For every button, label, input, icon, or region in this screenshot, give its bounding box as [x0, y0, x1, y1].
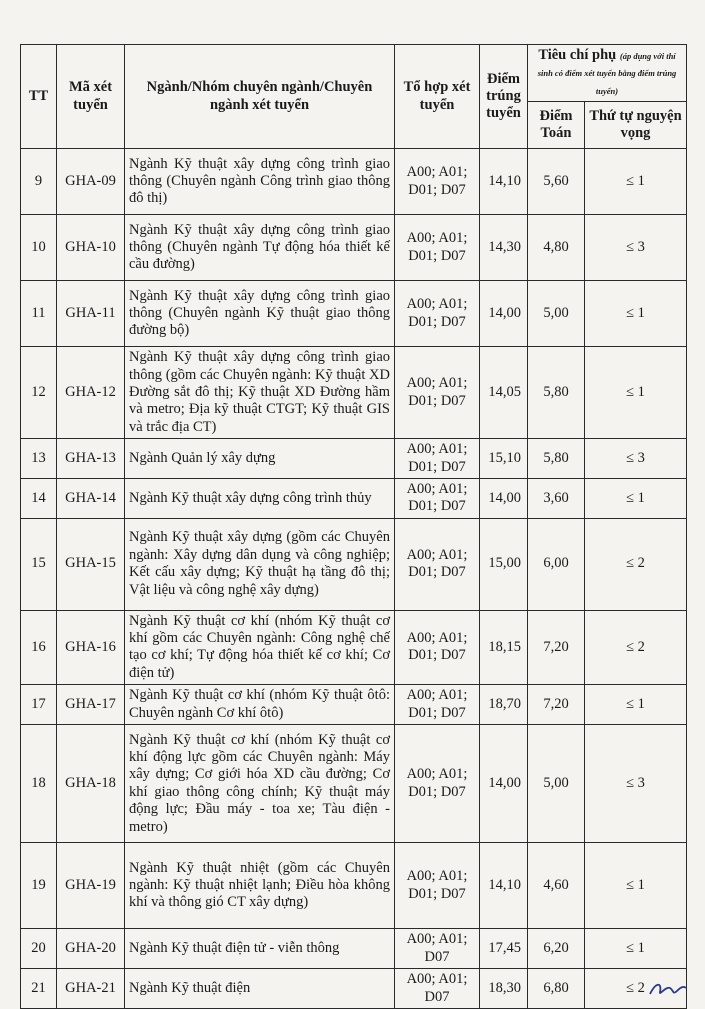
table-row — [21, 215, 687, 281]
cell-thu-tu: ≤ 1 — [585, 478, 687, 518]
cell-diem: 14,05 — [480, 347, 528, 439]
cell-ma: GHA-09 — [57, 149, 125, 215]
cell-tt: 12 — [21, 347, 57, 439]
cell-diem: 18,15 — [480, 610, 528, 685]
cell-diem-toan: 5,80 — [528, 439, 585, 479]
cell-thu-tu: ≤ 1 — [585, 149, 687, 215]
cell-thu-tu: ≤ 2 — [585, 518, 687, 610]
cell-tohop: A00; A01; D01; D07 — [395, 439, 480, 479]
cell-diem-toan: 5,00 — [528, 725, 585, 843]
cell-diem-toan: 5,80 — [528, 347, 585, 439]
cell-diem-toan: 6,20 — [528, 929, 585, 969]
cell-nganh: Ngành Kỹ thuật cơ khí (nhóm Kỹ thuật cơ khí động lực gồm các Chuyên ngành: Máy xây dựng; Cơ giới hóa XD cầu đường; Cơ khí giao thông công chính; Kỹ thuật máy động lực; Đầu máy - toa xe; Tàu điện - metro) — [125, 725, 395, 843]
cell-tohop: A00; A01; D01; D07 — [395, 685, 480, 725]
cell-thu-tu: ≤ 1 — [585, 347, 687, 439]
cell-thu-tu: ≤ 1 — [585, 685, 687, 725]
cell-nganh: Ngành Kỹ thuật xây dựng công trình thủy — [125, 478, 395, 518]
cell-ma: GHA-19 — [57, 843, 125, 929]
cell-tt: 13 — [21, 439, 57, 479]
cell-diem-toan: 7,20 — [528, 610, 585, 685]
cell-diem-toan: 4,80 — [528, 215, 585, 281]
cell-diem: 18,70 — [480, 685, 528, 725]
cell-diem-toan: 6,80 — [528, 969, 585, 1009]
table-row — [21, 518, 687, 610]
cell-tt: 11 — [21, 281, 57, 347]
cell-tt: 9 — [21, 149, 57, 215]
cell-tt: 14 — [21, 478, 57, 518]
cell-nganh: Ngành Kỹ thuật xây dựng (gồm các Chuyên ngành: Xây dựng dân dụng và công nghiệp; Kết cấu xây dựng; Kỹ thuật hạ tầng đô thị; Vật liệu và công nghệ xây dựng) — [125, 518, 395, 610]
table-row — [21, 149, 687, 215]
table-row — [21, 725, 687, 843]
cell-tt: 21 — [21, 969, 57, 1009]
table-row — [21, 439, 687, 479]
cell-thu-tu: ≤ 3 — [585, 215, 687, 281]
cell-tt: 15 — [21, 518, 57, 610]
cell-ma: GHA-16 — [57, 610, 125, 685]
cell-tohop: A00; A01; D07 — [395, 929, 480, 969]
cell-diem-toan: 6,00 — [528, 518, 585, 610]
cell-tohop: A00; A01; D01; D07 — [395, 518, 480, 610]
cell-nganh: Ngành Kỹ thuật cơ khí (nhóm Kỹ thuật cơ khí gồm các Chuyên ngành: Công nghệ chế tạo cơ khí; Tự động hóa thiết kế cơ khí; Cơ điện tử) — [125, 610, 395, 685]
cell-tohop: A00; A01; D01; D07 — [395, 149, 480, 215]
cell-thu-tu: ≤ 1 — [585, 281, 687, 347]
cell-diem: 14,10 — [480, 149, 528, 215]
header-tieu-chi-phu — [528, 45, 687, 102]
cell-tohop: A00; A01; D01; D07 — [395, 725, 480, 843]
cell-diem: 18,30 — [480, 969, 528, 1009]
cell-diem: 14,10 — [480, 843, 528, 929]
header-tohop: Tổ hợp xét tuyển — [395, 45, 480, 149]
cell-ma: GHA-20 — [57, 929, 125, 969]
cell-ma: GHA-13 — [57, 439, 125, 479]
cell-nganh: Ngành Kỹ thuật xây dựng công trình giao thông (gồm các Chuyên ngành: Kỹ thuật XD Đường sắt đô thị; Kỹ thuật XD Đường hầm và metro; Địa kỹ thuật CTGT; Kỹ thuật GIS và trắc địa CT) — [125, 347, 395, 439]
table-row — [21, 969, 687, 1009]
tieu-chi-phu-note: (áp dụng với thí sinh có điểm xét tuyển bằng điểm trúng tuyển) — [537, 51, 677, 96]
cell-diem: 14,00 — [480, 281, 528, 347]
cell-nganh: Ngành Kỹ thuật điện — [125, 969, 395, 1009]
cell-nganh: Ngành Kỹ thuật xây dựng công trình giao thông (Chuyên ngành Công trình giao thông đô thị) — [125, 149, 395, 215]
cell-nganh: Ngành Kỹ thuật xây dựng công trình giao thông (Chuyên ngành Tự động hóa thiết kế cầu đường) — [125, 215, 395, 281]
admission-table-page — [20, 44, 686, 1009]
header-diem-toan: Điểm Toán — [528, 102, 585, 149]
cell-tt: 17 — [21, 685, 57, 725]
header-thu-tu: Thứ tự nguyện vọng — [585, 102, 687, 149]
header-ma: Mã xét tuyển — [57, 45, 125, 149]
cell-thu-tu: ≤ 2 — [585, 969, 687, 1009]
cell-ma: GHA-18 — [57, 725, 125, 843]
tieu-chi-phu-title: Tiêu chí phụ — [538, 47, 617, 63]
header-tt: TT — [21, 45, 57, 149]
cell-thu-tu: ≤ 3 — [585, 725, 687, 843]
cell-diem-toan: 4,60 — [528, 843, 585, 929]
admission-table — [20, 44, 687, 1009]
cell-tt: 10 — [21, 215, 57, 281]
cell-thu-tu: ≤ 1 — [585, 843, 687, 929]
cell-nganh: Ngành Kỹ thuật nhiệt (gồm các Chuyên ngành: Kỹ thuật nhiệt lạnh; Điều hòa không khí và thông gió CT xây dựng) — [125, 843, 395, 929]
table-row — [21, 347, 687, 439]
table-row — [21, 478, 687, 518]
table-row — [21, 685, 687, 725]
cell-tohop: A00; A01; D01; D07 — [395, 281, 480, 347]
cell-tohop: A00; A01; D07 — [395, 969, 480, 1009]
cell-thu-tu: ≤ 2 — [585, 610, 687, 685]
cell-nganh: Ngành Kỹ thuật cơ khí (nhóm Kỹ thuật ôtô: Chuyên ngành Cơ khí ôtô) — [125, 685, 395, 725]
cell-nganh: Ngành Kỹ thuật điện tử - viễn thông — [125, 929, 395, 969]
cell-thu-tu: ≤ 3 — [585, 439, 687, 479]
table-row — [21, 281, 687, 347]
cell-diem: 14,30 — [480, 215, 528, 281]
cell-diem-toan: 5,00 — [528, 281, 585, 347]
cell-diem: 15,00 — [480, 518, 528, 610]
cell-diem-toan: 3,60 — [528, 478, 585, 518]
table-row — [21, 843, 687, 929]
cell-diem-toan: 5,60 — [528, 149, 585, 215]
signature-mark — [648, 978, 688, 998]
table-row — [21, 929, 687, 969]
cell-ma: GHA-12 — [57, 347, 125, 439]
cell-tt: 20 — [21, 929, 57, 969]
cell-ma: GHA-10 — [57, 215, 125, 281]
cell-ma: GHA-11 — [57, 281, 125, 347]
cell-diem-toan: 7,20 — [528, 685, 585, 725]
cell-nganh: Ngành Quản lý xây dựng — [125, 439, 395, 479]
header-nganh: Ngành/Nhóm chuyên ngành/Chuyên ngành xét tuyển — [125, 45, 395, 149]
cell-tohop: A00; A01; D01; D07 — [395, 610, 480, 685]
cell-tt: 19 — [21, 843, 57, 929]
cell-diem: 14,00 — [480, 478, 528, 518]
cell-diem: 15,10 — [480, 439, 528, 479]
cell-tohop: A00; A01; D01; D07 — [395, 347, 480, 439]
cell-tt: 16 — [21, 610, 57, 685]
cell-ma: GHA-17 — [57, 685, 125, 725]
table-row — [21, 610, 687, 685]
header-diem: Điểm trúng tuyển — [480, 45, 528, 149]
cell-ma: GHA-21 — [57, 969, 125, 1009]
cell-ma: GHA-14 — [57, 478, 125, 518]
cell-tt: 18 — [21, 725, 57, 843]
table-body — [21, 149, 687, 1009]
cell-thu-tu: ≤ 1 — [585, 929, 687, 969]
cell-tohop: A00; A01; D01; D07 — [395, 215, 480, 281]
header-row-1 — [21, 45, 687, 102]
cell-tohop: A00; A01; D01; D07 — [395, 478, 480, 518]
cell-tohop: A00; A01; D01; D07 — [395, 843, 480, 929]
cell-nganh: Ngành Kỹ thuật xây dựng công trình giao thông (Chuyên ngành Kỹ thuật giao thông đường bộ) — [125, 281, 395, 347]
cell-ma: GHA-15 — [57, 518, 125, 610]
cell-diem: 14,00 — [480, 725, 528, 843]
cell-diem: 17,45 — [480, 929, 528, 969]
